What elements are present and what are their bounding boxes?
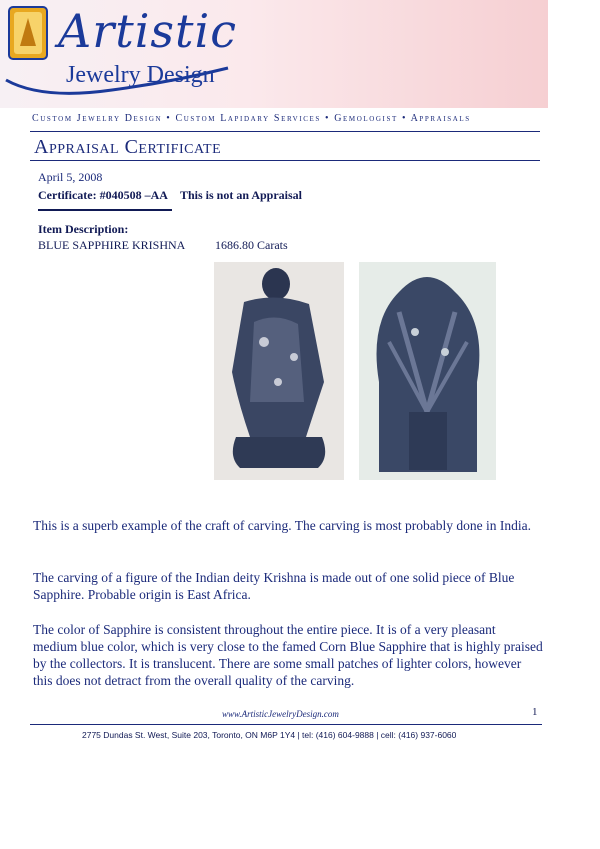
item-weight: 1686.80 Carats bbox=[215, 238, 288, 252]
certificate-line bbox=[38, 188, 302, 203]
certificate-number: Certificate: #040508 –AA bbox=[38, 188, 168, 202]
carving-back-photo bbox=[359, 262, 496, 480]
item-name: BLUE SAPPHIRE KRISHNA bbox=[38, 238, 186, 252]
header-divider bbox=[30, 131, 540, 132]
item-description-heading: Item Description: bbox=[38, 222, 129, 236]
certificate-note: This is not an Appraisal bbox=[179, 188, 303, 202]
title-divider bbox=[30, 160, 540, 161]
description-paragraph-2: The carving of a figure of the Indian deity Krishna is made out of one solid piece of Blue Sapphire. Probable origin is East Africa. bbox=[33, 570, 515, 602]
letterhead-banner bbox=[0, 0, 548, 108]
page-number: 1 bbox=[532, 706, 538, 718]
certificate-date: April 5, 2008 bbox=[38, 170, 103, 184]
description-paragraph-3: The color of Sapphire is consistent throughout the entire piece. It is of a very pleasant medium blue color, which is very close to the famed Corn Blue Sapphire that is highly praised by the collectors. It is translucent. There are some small patches of lighter colors, however this does not detract from the overall quality of the carving. bbox=[33, 622, 543, 688]
certificate-underline bbox=[38, 209, 172, 211]
document-title: Appraisal Certificate bbox=[34, 136, 222, 158]
footer-divider bbox=[30, 724, 542, 725]
logo-subtitle: Jewelry Design bbox=[66, 62, 215, 88]
services-tagline: Custom Jewelry Design • Custom Lapidary Services • Gemologist • Appraisals bbox=[32, 113, 471, 124]
description-paragraph-1: This is a superb example of the craft of carving. The carving is most probably done in India. bbox=[33, 518, 531, 533]
logo-script-text: Artistic bbox=[58, 4, 237, 58]
carving-front-photo bbox=[214, 262, 344, 480]
footer-address: 2775 Dundas St. West, Suite 203, Toronto, ON M6P 1Y4 | tel: (416) 604-9888 | cell: (416) 937-6060 bbox=[82, 730, 457, 740]
website-link[interactable]: www.ArtisticJewelryDesign.com bbox=[222, 709, 339, 719]
